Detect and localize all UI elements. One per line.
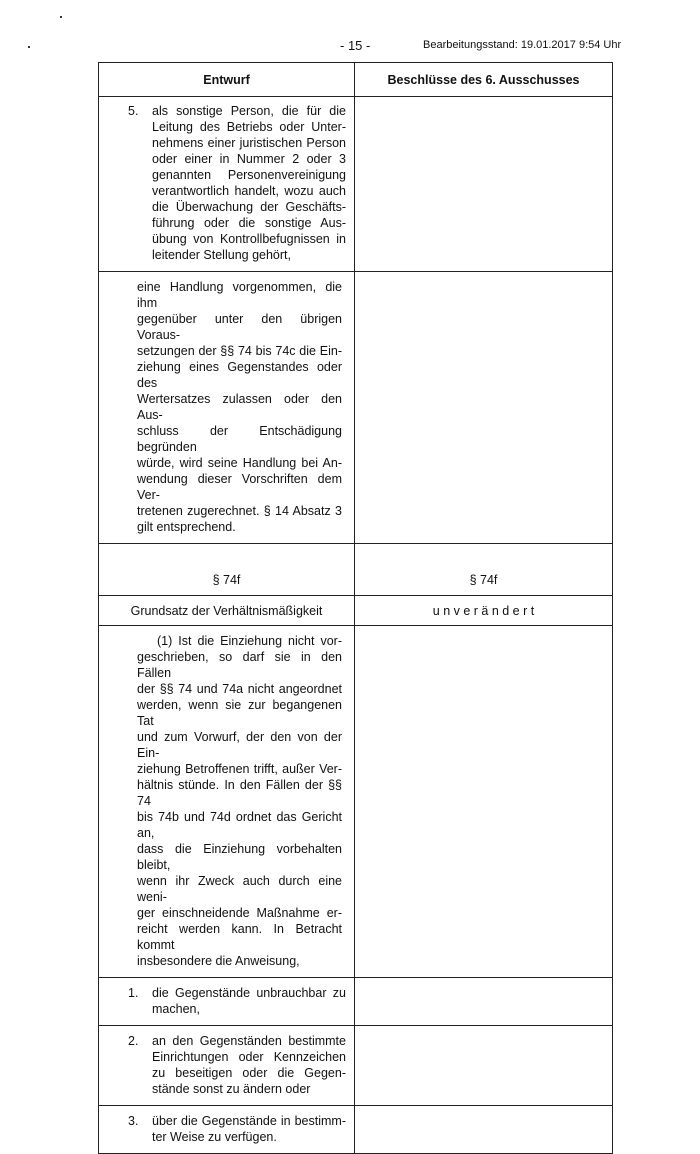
draft-cell <box>99 544 355 596</box>
page-header <box>0 38 700 56</box>
text-line: die Gegenstände unbrauchbar zu <box>152 986 346 1000</box>
table-row <box>99 1106 613 1154</box>
text-line: machen, <box>152 1002 200 1016</box>
text-line: leitender Stellung gehört, <box>152 248 291 262</box>
text-line: stände sonst zu ändern oder <box>152 1082 311 1096</box>
committee-cell <box>355 596 613 626</box>
text-line: als sonstige Person, die für die <box>152 104 346 118</box>
text-line: ziehung Betroffenen trifft, außer Ver- <box>137 762 342 776</box>
committee-cell <box>355 97 613 272</box>
item-number: 3. <box>128 1114 139 1128</box>
text-line: nehmens einer juristischen Person <box>152 136 346 150</box>
item-number: 2. <box>128 1034 139 1048</box>
table-row <box>99 97 613 272</box>
draft-cell <box>99 596 355 626</box>
section-number: § 74f <box>212 573 241 587</box>
committee-cell <box>355 1026 613 1106</box>
text-line: an den Gegenständen bestimmte <box>152 1034 346 1048</box>
text-line: werden, wenn sie zur begangenen Tat <box>137 698 342 728</box>
synopsis-table <box>98 62 613 1154</box>
text-line: eine Handlung vorgenommen, die ihm <box>137 280 342 310</box>
text-line: wendung dieser Vorschriften dem Ver- <box>137 472 342 502</box>
text-line: der §§ 74 und 74a nicht angeordnet <box>137 682 342 696</box>
text-line: insbesondere die Anweisung, <box>137 954 300 968</box>
draft-cell <box>99 1106 355 1154</box>
table-row <box>99 978 613 1026</box>
text-line: die Überwachung der Geschäfts- <box>152 200 346 214</box>
text-line: zu beseitigen oder die Gegen- <box>152 1066 346 1080</box>
column-title-committee: Beschlüsse des 6. Ausschusses <box>355 63 613 97</box>
text-line: Leitung des Betriebs oder Unter- <box>152 120 346 134</box>
edit-status: Bearbeitungsstand: 19.01.2017 9:54 Uhr <box>423 39 622 51</box>
text-line: setzungen der §§ 74 bis 74c die Ein- <box>137 344 342 358</box>
text-line: ziehung eines Gegenstandes oder des <box>137 360 342 390</box>
section-heading: Grundsatz der Verhältnismäßigkeit <box>130 603 323 618</box>
list-item <box>107 1033 348 1097</box>
text-line: dass die Einziehung vorbehalten bleibt, <box>137 842 342 872</box>
text-line: (1) Ist die Einziehung nicht vor- <box>157 634 342 648</box>
text-line: über die Gegenstände in bestimm- <box>152 1114 346 1128</box>
section-number: § 74f <box>469 573 498 587</box>
list-item <box>107 1113 348 1145</box>
item-number: 1. <box>128 986 139 1000</box>
committee-cell <box>355 1106 613 1154</box>
text-line: verantwortlich handelt, wozu auch <box>152 184 346 198</box>
text-line: ger einschneidende Maßnahme er- <box>137 906 342 920</box>
text-line: genannten Personenvereinigung <box>152 168 346 182</box>
page-number: - 15 - <box>340 38 371 53</box>
committee-cell <box>355 626 613 978</box>
text-line: Wertersatzes zulassen oder den Aus- <box>137 392 342 422</box>
list-item <box>107 985 348 1017</box>
text-line: Einrichtungen oder Kennzeichen <box>152 1050 346 1064</box>
column-title-draft: Entwurf <box>99 63 355 97</box>
table-header-row <box>99 63 613 97</box>
unchanged-note: u n v e r ä n d e r t <box>432 603 535 618</box>
draft-cell <box>99 97 355 272</box>
text-line: übung von Kontrollbefugnissen in <box>152 232 346 246</box>
section-row <box>99 544 613 596</box>
text-line: gilt entsprechend. <box>137 520 236 534</box>
text-line: gegenüber unter den übrigen Voraus- <box>137 312 342 342</box>
table-row <box>99 626 613 978</box>
table-row <box>99 272 613 544</box>
text-line: wenn ihr Zweck auch durch eine weni- <box>137 874 342 904</box>
text-line: oder einer in Nummer 2 oder 3 <box>152 152 346 166</box>
text-line: hältnis stünde. In den Fällen der §§ 74 <box>137 778 342 808</box>
text-line: würde, wird seine Handlung bei An- <box>137 456 342 470</box>
committee-cell <box>355 544 613 596</box>
committee-cell <box>355 272 613 544</box>
committee-cell <box>355 978 613 1026</box>
text-line: reicht werden kann. In Betracht kommt <box>137 922 342 952</box>
item-number: 5. <box>128 104 139 118</box>
text-line: und zum Vorwurf, der den von der Ein- <box>137 730 342 760</box>
draft-cell <box>99 626 355 978</box>
text-line: geschrieben, so darf sie in den Fällen <box>137 650 342 680</box>
draft-cell <box>99 1026 355 1106</box>
text-line: schluss der Entschädigung begründen <box>137 424 342 454</box>
text-line: bis 74b und 74d ordnet das Gericht an, <box>137 810 342 840</box>
heading-row <box>99 596 613 626</box>
draft-cell <box>99 272 355 544</box>
text-line: tretenen zugerechnet. § 14 Absatz 3 <box>137 504 342 518</box>
draft-cell <box>99 978 355 1026</box>
text-line: führung oder die sonstige Aus- <box>152 216 346 230</box>
text-line: ter Weise zu verfügen. <box>152 1130 277 1144</box>
scan-speck <box>60 16 62 18</box>
table-row <box>99 1026 613 1106</box>
list-item <box>107 103 348 263</box>
